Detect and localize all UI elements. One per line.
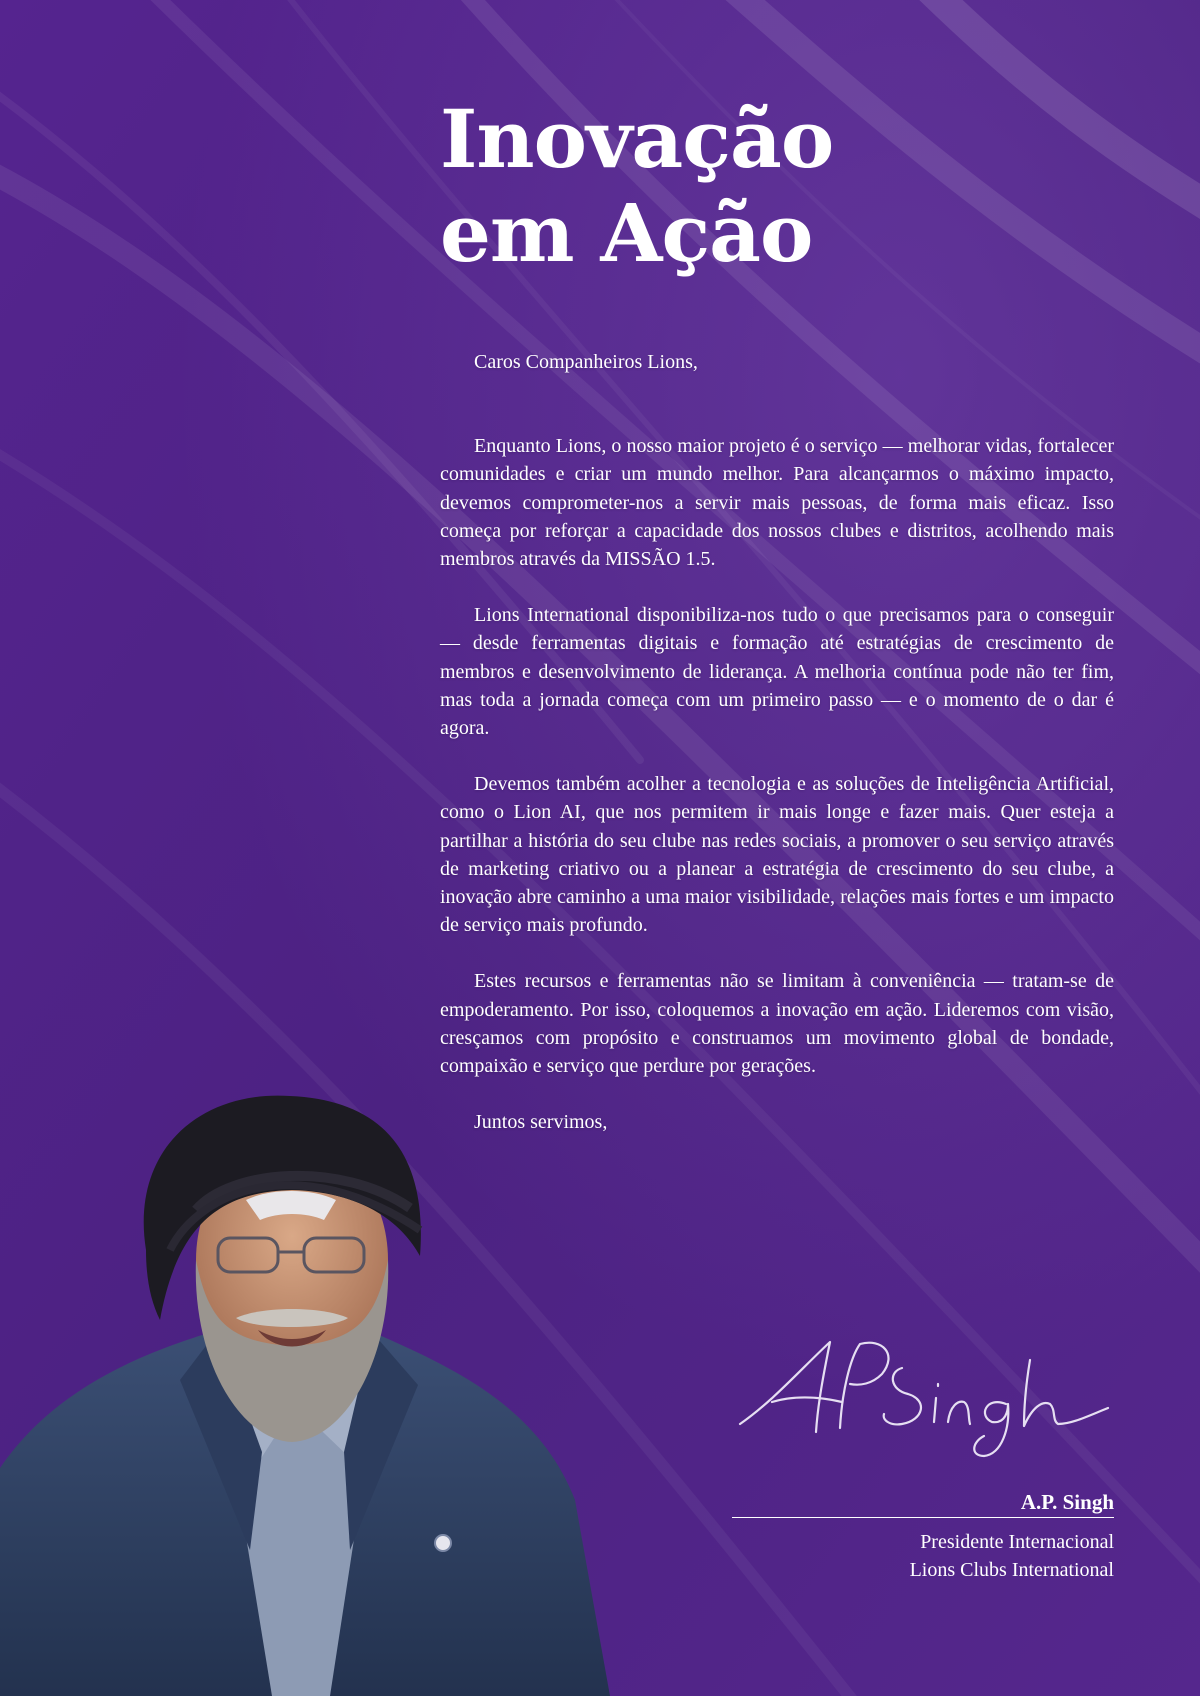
handwritten-signature: [732, 1332, 1112, 1462]
closing: Juntos servimos,: [474, 1111, 608, 1134]
letter-paragraph: Devemos também acolher a tecnologia e as soluções de Inteligência Artificial, como o Lion AI, que nos permitem ir mais longe e fazer mais. Quer esteja a partilhar a história do seu clube nas redes sociais, a promover o seu serviço através de marketing criativo ou a planear a estratégia de crescimento do seu clube, a inovação abre caminho a uma maior visibilidade, relações mais fortes e um impacto de serviço mais profundo.: [440, 773, 1114, 937]
letter-body: [440, 348, 1114, 1136]
signatory-organization: Lions Clubs International: [909, 1559, 1114, 1581]
title-line-1: Inovação: [440, 92, 834, 186]
title-line-2: em Ação: [440, 186, 813, 280]
letter-paragraph: Lions International disponibiliza-nos tudo o que precisamos para o conseguir — desde ferramentas digitais e formação até estratégias de crescimento de membros e desenvolvimento de liderança. A melhoria contínua pode não ter fim, mas toda a jornada começa com um primeiro passo — e o momento de o dar é agora.: [440, 604, 1114, 740]
greeting: Caros Companheiros Lions,: [474, 351, 698, 373]
signature-block: [732, 1488, 1114, 1584]
page-title: [440, 92, 1040, 280]
signatory-title: Presidente Internacional: [920, 1531, 1114, 1553]
letter-paragraph: Estes recursos e ferramentas não se limitam à conveniência — tratam-se de empoderamento. Por isso, coloquemos a inovação em ação. Lideremos com visão, cresçamos com propósito e construamos um movimento global de bondade, compaixão e serviço que perdure por gerações.: [440, 970, 1114, 1078]
portrait-photo: [0, 1080, 610, 1696]
signatory-name: A.P. Singh: [732, 1488, 1114, 1518]
letter-paragraph: Enquanto Lions, o nosso maior projeto é o serviço — melhorar vidas, fortalecer comunidades e criar um mundo melhor. Para alcançarmos o máximo impacto, devemos comprometer-nos a servir mais pessoas, de forma mais eficaz. Isso começa por reforçar a capacidade dos nossos clubes e distritos, acolhendo mais membros através da MISSÃO 1.5.: [440, 435, 1114, 571]
